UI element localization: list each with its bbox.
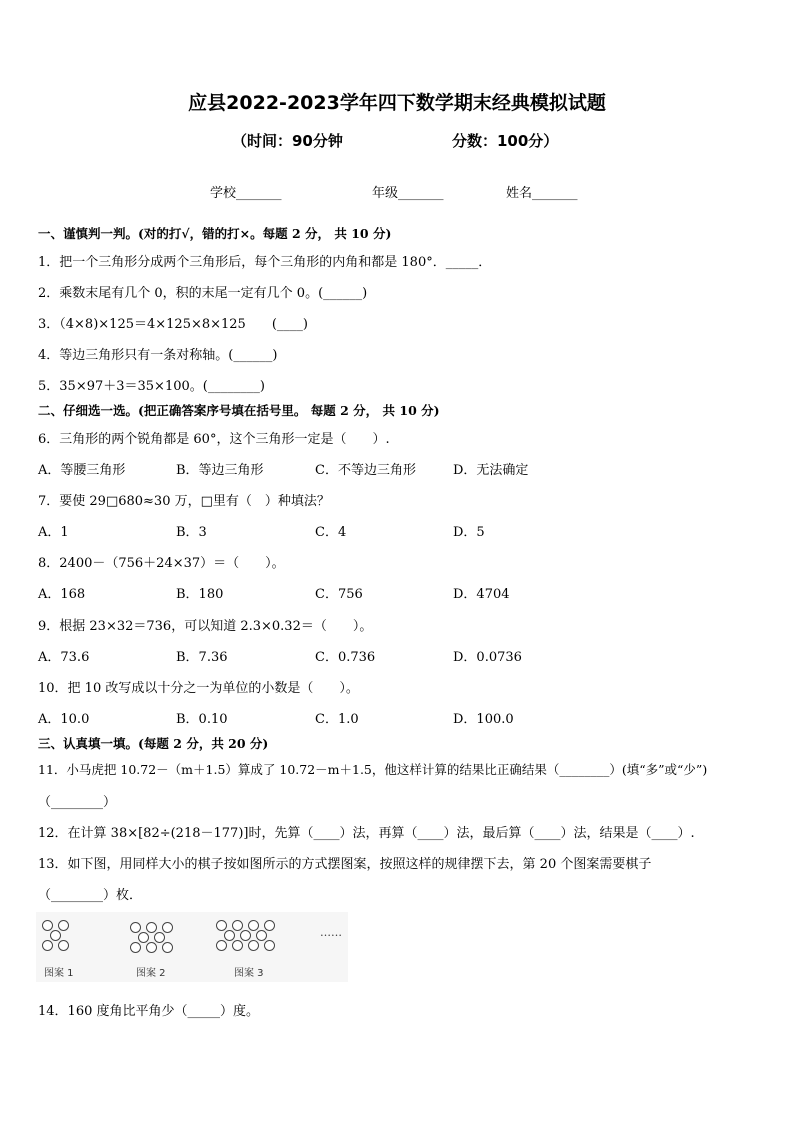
option-8b: B．180 bbox=[176, 587, 224, 602]
section-heading-choice: 二、仔细选一选。(把正确答案序号填在括号里。 每题 2 分， 共 10 分) bbox=[38, 403, 440, 418]
chess-piece bbox=[256, 930, 267, 941]
option-7b: B．3 bbox=[176, 525, 207, 540]
question-13: 13．如下图，用同样大小的棋子按如图所示的方式摆图案，按照这样的规律摆下去，第 20 个图案需要棋子 bbox=[38, 857, 652, 872]
option-8a: A．168 bbox=[38, 587, 86, 602]
option-9d: D．0.0736 bbox=[453, 650, 522, 665]
question-11: 11．小马虎把 10.72－（m＋1.5）算成了 10.72－m＋1.5，他这样计算的结果比正确结果（________）(填“多”或“少”) bbox=[38, 762, 708, 777]
pattern-caption-2: 图案 2 bbox=[136, 968, 166, 979]
option-6d: D．无法确定 bbox=[453, 463, 529, 478]
chess-piece bbox=[130, 922, 141, 933]
question-10: 10．把 10 改写成以十分之一为单位的小数是（ ）。 bbox=[38, 681, 359, 696]
grade-field: 年级_______ bbox=[372, 186, 444, 201]
chess-piece bbox=[232, 940, 243, 951]
chess-piece bbox=[58, 940, 69, 951]
option-9a: A．73.6 bbox=[38, 650, 90, 665]
pattern-ellipsis: …… bbox=[320, 926, 342, 939]
pattern-caption-3: 图案 3 bbox=[234, 968, 264, 979]
question-13-blank: （________）枚． bbox=[38, 888, 143, 903]
chess-piece bbox=[264, 940, 275, 951]
chess-piece bbox=[42, 920, 53, 931]
question-9: 9．根据 23×32＝736，可以知道 2.3×0.32＝（ ）。 bbox=[38, 619, 373, 634]
chess-piece bbox=[240, 930, 251, 941]
option-6c: C．不等边三角形 bbox=[315, 463, 416, 478]
question-6: 6．三角形的两个锐角都是 60°，这个三角形一定是（ ）. bbox=[38, 432, 390, 447]
question-3: 3．（4×8)×125＝4×125×8×125 (____) bbox=[38, 317, 308, 332]
chess-piece bbox=[162, 922, 173, 933]
chess-piece bbox=[248, 940, 259, 951]
question-1: 1．把一个三角形分成两个三角形后，每个三角形的内角和都是 180°．_____． bbox=[38, 255, 492, 270]
page-title: 应县2022-2023学年四下数学期末经典模拟试题 bbox=[188, 92, 606, 114]
option-8d: D．4704 bbox=[453, 587, 510, 602]
exam-time: （时间：90分钟 bbox=[232, 132, 343, 150]
chess-piece bbox=[138, 932, 149, 943]
question-4: 4．等边三角形只有一条对称轴。(______) bbox=[38, 348, 278, 363]
chess-piece bbox=[216, 920, 227, 931]
option-6a: A．等腰三角形 bbox=[38, 463, 126, 478]
pattern-caption-1: 图案 1 bbox=[44, 968, 74, 979]
question-12: 12．在计算 38×[82÷(218－177)]时，先算（____）法，再算（____）法，最后算（____）法，结果是（____）. bbox=[38, 826, 695, 841]
section-heading-fill: 三、认真填一填。(每题 2 分，共 20 分) bbox=[38, 736, 269, 751]
exam-score: 分数：100分） bbox=[452, 132, 559, 150]
option-10d: D．100.0 bbox=[453, 712, 514, 727]
chess-piece bbox=[162, 942, 173, 953]
question-2: 2．乘数末尾有几个 0，积的末尾一定有几个 0。(______) bbox=[38, 286, 368, 301]
option-8c: C．756 bbox=[315, 587, 363, 602]
question-11-blank: （________） bbox=[38, 795, 117, 810]
question-8: 8．2400－（756＋24×37）＝（ ）。 bbox=[38, 556, 285, 571]
chess-piece bbox=[232, 920, 243, 931]
option-6b: B．等边三角形 bbox=[176, 463, 264, 478]
chess-piece bbox=[50, 930, 61, 941]
option-9c: C．0.736 bbox=[315, 650, 376, 665]
option-10b: B．0.10 bbox=[176, 712, 228, 727]
chess-piece bbox=[58, 920, 69, 931]
question-14: 14．160 度角比平角少（_____）度。 bbox=[38, 1004, 259, 1019]
chess-piece bbox=[146, 922, 157, 933]
section-heading-judge: 一、谨慎判一判。(对的打√，错的打×。每题 2 分， 共 10 分) bbox=[38, 226, 392, 241]
chess-piece bbox=[216, 940, 227, 951]
chess-piece bbox=[224, 930, 235, 941]
option-7c: C．4 bbox=[315, 525, 347, 540]
option-10c: C．1.0 bbox=[315, 712, 359, 727]
chess-piece bbox=[264, 920, 275, 931]
question-7: 7．要使 29□680≈30 万，□里有（ ）种填法？ bbox=[38, 494, 330, 509]
option-9b: B．7.36 bbox=[176, 650, 228, 665]
chess-piece bbox=[146, 942, 157, 953]
option-7d: D．5 bbox=[453, 525, 485, 540]
chess-piece bbox=[130, 942, 141, 953]
chess-piece bbox=[42, 940, 53, 951]
chess-piece bbox=[154, 932, 165, 943]
question-5: 5．35×97＋3＝35×100。(________) bbox=[38, 379, 265, 394]
school-field: 学校_______ bbox=[210, 186, 282, 201]
name-field: 姓名_______ bbox=[506, 186, 578, 201]
chess-pattern-figure bbox=[36, 912, 348, 982]
option-10a: A．10.0 bbox=[38, 712, 90, 727]
option-7a: A．1 bbox=[38, 525, 69, 540]
chess-piece bbox=[248, 920, 259, 931]
